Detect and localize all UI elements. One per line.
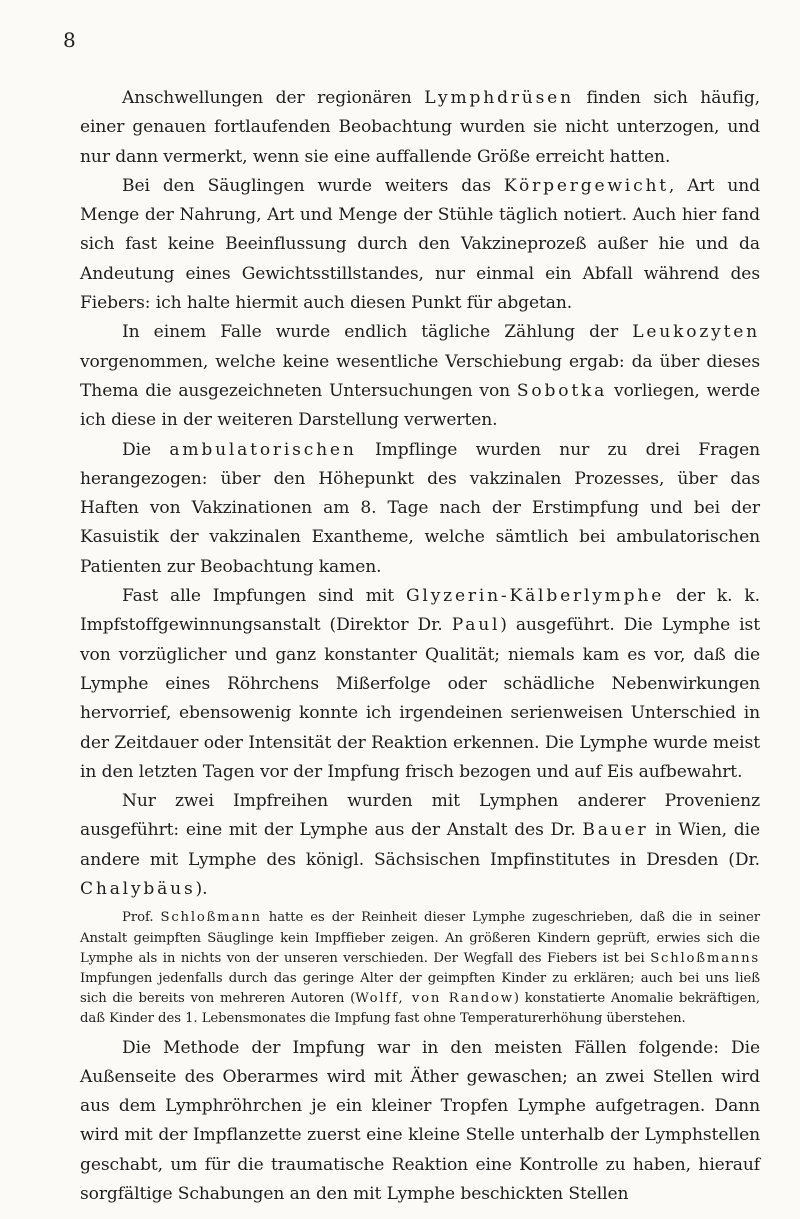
text-run: Bei den Säuglingen wurde weiters das xyxy=(122,175,504,196)
emphasized-term: Leukozyten xyxy=(632,322,760,343)
body-paragraph xyxy=(80,1034,760,1210)
emphasized-term: Bauer xyxy=(582,820,649,841)
text-run: Fast alle Impfungen sind mit xyxy=(122,586,406,607)
text-run: der k. k. Impfstoffgewinnungsanstalt (Direktor Dr. xyxy=(80,586,760,636)
body-paragraph xyxy=(80,787,760,904)
emphasized-term: Körpergewicht xyxy=(503,175,669,196)
emphasized-term: Sobotka xyxy=(516,380,608,401)
emphasized-term: Schloßmann xyxy=(160,910,262,926)
emphasized-term: Lymphdrüsen xyxy=(424,88,574,108)
text-run: Nur zwei Impfreihen wurden mit Lymphen anderer Provenienz ausgeführt: eine mit der Lymphe aus der Anstalt des Dr. xyxy=(80,791,760,841)
emphasized-term: Chalybäus xyxy=(80,879,196,900)
emphasized-term: Glyzerin-Kälberlymphe xyxy=(405,586,665,607)
text-run: Die xyxy=(122,439,170,460)
emphasized-term: Paul xyxy=(451,615,501,636)
emphasized-term: Schloßmanns xyxy=(650,950,760,966)
text-run: Impflinge wurden nur zu drei Fragen herangezogen: über den Höhepunkt des vakzinalen Prozesses, über das Haften von Vakzinationen am 8. Tage nach der Erstimpfung und bei der Kasuistik der vakzinalen Exantheme, welche sämtlich bei ambulatorischen Patienten zur Beobachtung kamen. xyxy=(80,439,760,577)
text-run: ) konstatierte Anomalie bekräftigen, daß Kinder des 1. Lebensmonates die Impfung fast ohne Temperaturerhöhung überstehen. xyxy=(80,991,760,1027)
text-run: Impfungen jedenfalls durch das geringe Alter der geimpften Kinder zu erklären; auch bei uns ließ sich die bereits von mehreren Autoren ( xyxy=(80,970,760,1007)
text-run: in Wien, die andere mit Lymphe des königl. Sächsischen Impfinstitutes in Dresden (Dr. xyxy=(80,820,760,870)
text-run: finden sich häufig, einer genauen fortlaufenden Beobachtung wurden sie nicht unterzogen, und nur dann vermerkt, wenn sie eine auffallende Größe erreicht hatten. xyxy=(80,88,760,167)
text-run: In einem Falle wurde endlich tägliche Zählung der xyxy=(122,322,633,343)
emphasized-term: Wolff, von Randow xyxy=(355,991,514,1007)
text-run: ). xyxy=(195,879,208,900)
text-run: Prof. xyxy=(122,910,161,926)
body-text xyxy=(80,84,760,1209)
body-paragraph xyxy=(80,436,760,582)
text-run: vorliegen, werde ich diese in der weiteren Darstellung verwerten. xyxy=(80,380,760,431)
body-paragraph xyxy=(80,318,760,435)
text-run: Die Methode der Impfung war in den meisten Fällen folgende: Die Außenseite des Oberarmes wird mit Äther gewaschen; an zwei Stellen wird aus dem Lymphröhrchen je ein kleiner Tropfen Lymphe aufgetragen. Dann wird mit der Impflanzette zuerst eine kleine Stelle unterhalb der Lymphstellen geschabt, um für die traumatische Reaktion eine Kontrolle zu haben, hierauf sorgfältige Schabungen an den mit Lymphe beschickten Stellen xyxy=(80,1037,760,1205)
text-run: ) ausgeführt. Die Lymphe ist von vorzüglicher und ganz konstanter Qualität; niemals kam es vor, daß die Lymphe eines Röhrchens Mißerfolge oder schädliche Nebenwirkungen hervorrief, ebensowenig konnte ich irgendeinen serienweisen Unterschied in der Zeitdauer oder Intensität der Reaktion erkennen. Die Lymphe wurde meist in den letzten Tagen vor der Impfung frisch bezogen und auf Eis aufbewahrt. xyxy=(80,615,760,782)
text-run: vorgenommen, welche keine wesentliche Verschiebung ergab: da über dieses Thema die ausgezeichneten Untersuchungen von xyxy=(80,351,760,401)
text-run: , Art und Menge der Nahrung, Art und Menge der Stühle täglich notiert. Auch hier fand sich fast keine Beeinflussung durch den Vakzineprozeß außer hie und da Andeutung eines Gewichtsstillstandes, nur einmal ein Abfall während des Fiebers: ich halte hiermit auch diesen Punkt für abgetan. xyxy=(80,175,761,314)
text-run: hatte es der Reinheit dieser Lymphe zugeschrieben, daß die in seiner Anstalt geimpften Säuglinge kein Impffieber zeigen. An größeren Kindern geprüft, erwies sich die Lymphe als in nichts von der unseren verschieden. Der Wegfall des Fiebers ist bei xyxy=(80,910,760,966)
body-paragraph xyxy=(80,84,760,172)
text-run: Anschwellungen der regionären xyxy=(122,88,425,108)
footnote-paragraph xyxy=(80,908,760,1029)
body-paragraph xyxy=(80,582,760,787)
page-number: 8 xyxy=(63,28,76,52)
emphasized-term: ambulatorischen xyxy=(169,439,357,460)
body-paragraph xyxy=(80,172,760,318)
